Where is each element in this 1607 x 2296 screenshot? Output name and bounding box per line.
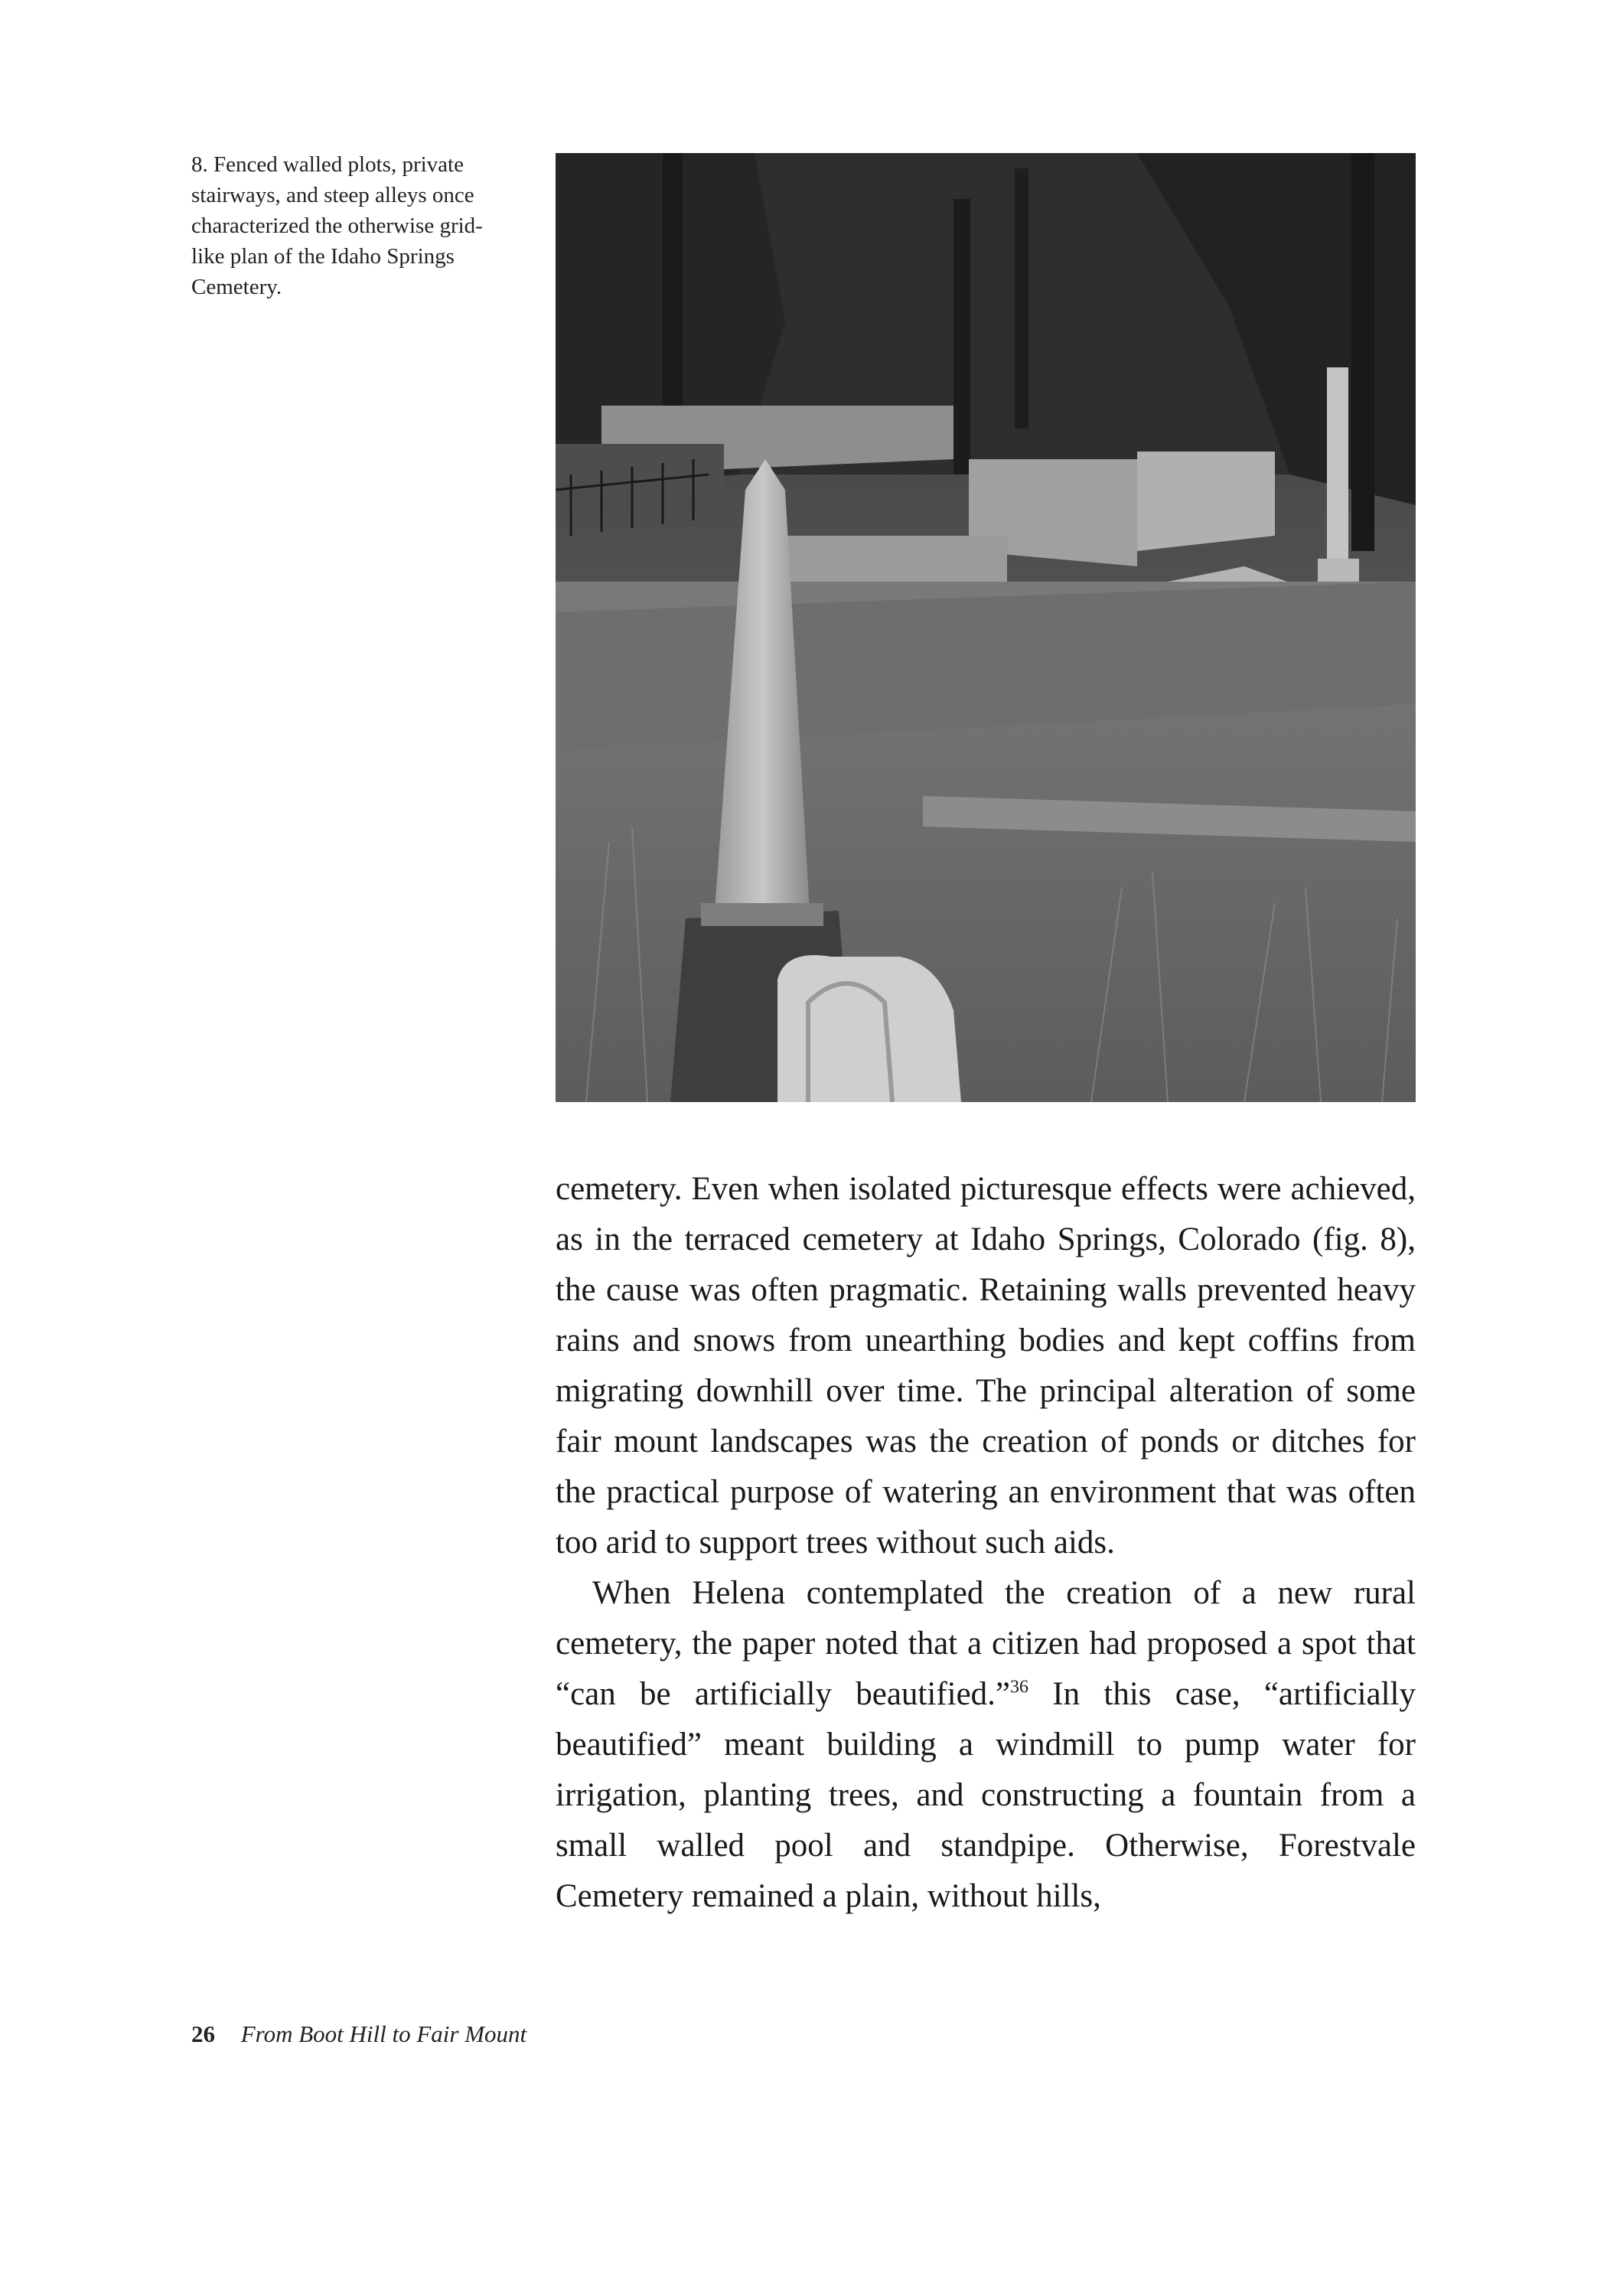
figure-caption <box>191 149 513 302</box>
page-footer <box>191 2020 526 2048</box>
body-paragraph-2-part-1: When Helena contemplated the creation of a new rural cemetery, the paper noted that a citizen had proposed a spot that “can be artificially beautified.” <box>556 1575 1416 1712</box>
body-paragraph-2-part-2: In this case, “artificially beautified” meant building a windmill to pump water for irrigation, planting trees, and constructing a fountain from a small walled pool and standpipe. Otherwise, Forestvale Cemetery remained a plain, without hills, <box>556 1676 1416 1914</box>
cemetery-photo-drawing <box>556 153 1416 1102</box>
figure-caption-text: 8. Fenced walled plots, private stairways, and steep alleys once characterized the otherwise grid-like plan of the Idaho Springs Cemetery. <box>191 152 483 299</box>
page-number: 26 <box>191 2020 215 2047</box>
running-title: From Boot Hill to Fair Mount <box>240 2020 527 2047</box>
footnote-reference: 36 <box>1010 1677 1029 1698</box>
body-paragraph-1: cemetery. Even when isolated picturesque effects were achieved, as in the terraced cemetery at Idaho Springs, Colorado (fig. 8), the cause was often pragmatic. Retaining walls prevented heavy rains and snows from unearthing bodies and kept coffins from migrating downhill over time. The principal alteration of some fair mount landscapes was the creation of ponds or ditches for the practical purpose of watering an environment that was often too arid to support trees without such aids. <box>556 1171 1416 1561</box>
cemetery-photo <box>556 153 1416 1102</box>
body-text <box>556 1164 1416 1922</box>
body-paragraph-2 <box>556 1568 1416 1922</box>
